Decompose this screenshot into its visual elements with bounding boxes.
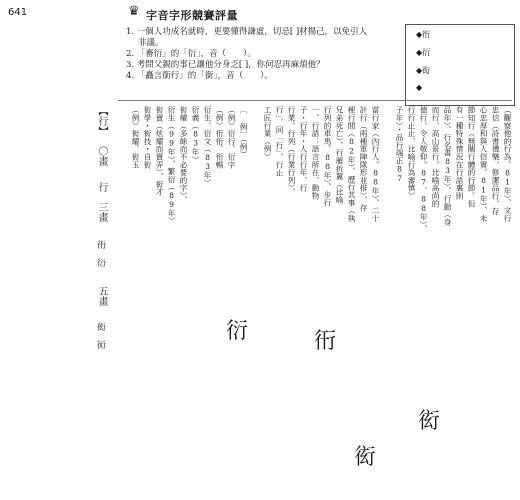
text-column: 行業，行列（行業行列），	[287, 106, 296, 196]
text-column: 計行（兩種軍陣隊形並排），存	[359, 106, 368, 212]
crown-icon: ♛	[128, 4, 140, 19]
text-column: 品年）、行名書83年）、行動（身	[443, 106, 452, 226]
text-column: 衍生。衍文（83年）	[203, 106, 212, 187]
text-column: （觀察他的行為。81年）、文行	[503, 106, 512, 222]
text-column: 行」，同「行」，行止	[275, 106, 284, 177]
entry-char: 衍	[226, 319, 249, 344]
text-column: （例）衎衎、衎暢	[215, 106, 224, 169]
answer-row-1: ◆衎	[416, 30, 431, 39]
text-column: 〔 例〕（例）	[239, 106, 248, 159]
text-column: 而行，高山景行，比喻高尚的	[431, 106, 440, 208]
quiz-question-2: 2. 「畜衍」的「衍」，音（ ）。	[126, 49, 256, 59]
header-divider	[118, 100, 512, 101]
side-index-radical: 行	[96, 182, 107, 192]
quiz-question-3: 3. 考問父親的事已讓他分身乏[ ]，你何忍再麻煩他？	[126, 60, 325, 70]
entry-char: 衎	[314, 329, 337, 354]
quiz-title: 字音字形競賽評量	[146, 9, 238, 22]
text-column: 子・行年・人行行年，行	[299, 106, 308, 192]
text-column: 行行止止，比喻行為審慎）	[407, 106, 416, 200]
text-column: 梗行間（82年）、歷行其事（執	[347, 106, 356, 222]
side-index-s3: 三畫	[96, 202, 107, 222]
text-column: 衒賣（炫耀而賣弄），衒才	[155, 106, 164, 196]
side-index-s4: 衎 衍	[95, 240, 105, 267]
side-index-s6: 衒 衏	[95, 322, 105, 349]
text-column: （例）衍行、衍字	[227, 106, 236, 169]
side-index-s5: 五畫	[96, 286, 107, 306]
answer-row-4: ◆	[416, 83, 423, 92]
text-column: 衍義（83年）	[191, 106, 200, 164]
text-column: 當行家（內行人。88年）、二十	[371, 106, 380, 222]
text-column: （例）衒耀、衒玉	[131, 106, 140, 169]
text-column: 衒學・衒技・自衒	[143, 106, 152, 169]
text-column: 節知行（無關行體的行節。但	[467, 106, 476, 208]
text-column: 衍生（99年），繁衍（89年）	[167, 106, 176, 225]
quiz-question-1-cont: 非議。	[138, 38, 164, 48]
side-index-strokes: 〇畫	[96, 146, 107, 166]
text-column: 一、行語：語言所在，動物	[311, 106, 320, 200]
answer-row-2: ◆衍	[416, 48, 431, 57]
quiz-question-4: 4. 「矗言銜行」的「銜」，音（ ）。	[126, 71, 273, 81]
side-index	[84, 106, 114, 422]
main-text	[118, 104, 512, 490]
quiz-question-1: 1. 一個人功成名就時，更要懂得謙虛，切忌[ ]材揚己，以免引人	[126, 27, 368, 37]
answer-box	[405, 24, 515, 106]
text-column: 衒耀（多餘而不必要的字），	[179, 106, 188, 204]
entry-char: 衒	[418, 409, 441, 434]
text-column: 兄弟死亡），行雁折翼（比喻	[335, 106, 344, 204]
answer-row-3: ◆衒	[416, 66, 431, 75]
page-number: 641	[8, 7, 28, 18]
text-column: 工匠行業（例）	[263, 106, 272, 161]
text-column: 子年）・品行端正87	[395, 106, 404, 183]
text-column: 有一種特殊情況在行語裏則	[455, 106, 464, 200]
quiz-questions	[126, 27, 401, 82]
text-column: 行列的車馬。88年）、步行	[323, 106, 332, 207]
side-index-part: 【行】	[96, 106, 107, 136]
text-column: 忠信（詩書禮樂，修潔品行，存	[491, 106, 500, 216]
text-column: 心忠厚和與人信實。81年）、未	[479, 106, 488, 222]
text-column: 德行，令人敬仰。87、88年）、	[419, 106, 428, 233]
entry-char: 衒	[354, 445, 377, 470]
